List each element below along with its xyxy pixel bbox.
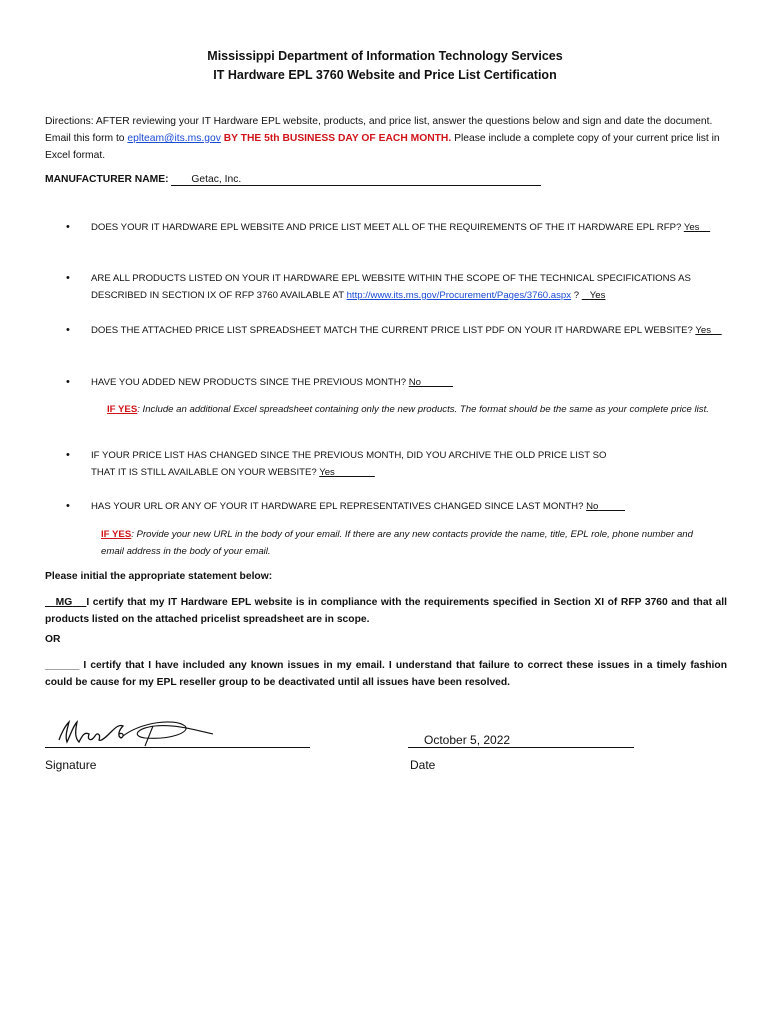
- form-title-line1: Mississippi Department of Information Technology Services: [207, 49, 563, 63]
- signature-line[interactable]: [45, 747, 310, 748]
- if-yes-label: IF YES: [107, 404, 138, 415]
- question-text: [91, 447, 621, 481]
- note-new-products-text: : Include an additional Excel spreadsheet containing only the new products. The format should be the same as your complete price list.: [137, 404, 709, 415]
- or-separator: OR: [45, 634, 61, 645]
- question-6-text: HAS YOUR URL OR ANY OF YOUR IT HARDWARE EPL REPRESENTATIVES CHANGED SINCE LAST MONTH?: [91, 501, 587, 512]
- manufacturer-label: MANUFACTURER NAME: [45, 174, 166, 185]
- question-2: [66, 270, 726, 304]
- question-1-answer[interactable]: Yes: [683, 222, 700, 233]
- question-text: [91, 498, 726, 515]
- initials-blank[interactable]: ______: [45, 660, 80, 671]
- bullet-icon: •: [66, 272, 70, 284]
- question-1: [66, 219, 726, 236]
- question-1-text: DOES YOUR IT HARDWARE EPL WEBSITE AND PRICE LIST MEET ALL OF THE REQUIREMENTS OF THE IT HARDWARE EPL RFP?: [91, 222, 684, 233]
- question-3-answer[interactable]: Yes: [695, 325, 711, 336]
- directions-text-b: Please include a complete copy of your current price list in Excel format.: [45, 133, 720, 161]
- question-3: [66, 322, 726, 339]
- question-6: [66, 498, 726, 515]
- question-text: [91, 219, 726, 236]
- question-2-answer[interactable]: Yes: [589, 290, 606, 301]
- question-text: [91, 374, 726, 391]
- initials-field[interactable]: [45, 597, 86, 608]
- if-yes-label: IF YES: [101, 529, 132, 540]
- question-4-text: HAVE YOU ADDED NEW PRODUCTS SINCE THE PREVIOUS MONTH?: [91, 377, 409, 388]
- bullet-icon: •: [66, 221, 70, 233]
- initials-value: MG: [55, 597, 73, 608]
- certification-heading: Please initial the appropriate statement below:: [45, 571, 273, 582]
- note-new-products: [107, 401, 717, 418]
- question-5-text: IF YOUR PRICE LIST HAS CHANGED SINCE THE PREVIOUS MONTH, DID YOU ARCHIVE THE OLD PRICE LIST SO THAT IT IS STILL AVAILABLE ON YOUR WEBSITE?: [91, 450, 607, 478]
- question-text: [91, 322, 726, 339]
- question-5: [66, 447, 726, 481]
- deadline-text: BY THE 5th BUSINESS DAY OF EACH MONTH.: [220, 133, 452, 144]
- manufacturer-field: [45, 174, 541, 186]
- signature-scribble: [45, 712, 310, 750]
- certification-statement-1: [45, 594, 727, 628]
- note-url-change-text: : Provide your new URL in the body of your email. If there are any new contacts provide the name, title, EPL role, phone number and email address in the body of your email.: [101, 529, 693, 557]
- question-3-text: DOES THE ATTACHED PRICE LIST SPREADSHEET MATCH THE CURRENT PRICE LIST PDF ON YOUR IT HARDWARE EPL WEBSITE?: [91, 325, 696, 336]
- email-link[interactable]: eplteam@its.ms.gov: [127, 133, 221, 144]
- date-label: Date: [410, 758, 436, 772]
- question-text: [91, 270, 726, 304]
- manufacturer-colon: :: [165, 174, 172, 185]
- signature-label: Signature: [45, 758, 97, 772]
- question-2-tail: ?: [571, 290, 582, 301]
- question-6-answer[interactable]: No: [586, 501, 599, 512]
- date-field[interactable]: [408, 733, 634, 748]
- question-2-text: ARE ALL PRODUCTS LISTED ON YOUR IT HARDWARE EPL WEBSITE WITHIN THE SCOPE OF THE TECHNICAL SPECIFICATIONS AS DESCRIBED IN SECTION IX OF RFP 3760 AVAILABLE AT: [91, 273, 691, 301]
- directions-paragraph: [45, 113, 735, 164]
- bullet-icon: •: [66, 500, 70, 512]
- bullet-icon: •: [66, 324, 70, 336]
- question-4-answer[interactable]: No: [408, 377, 421, 388]
- form-title-line2: IT Hardware EPL 3760 Website and Price List Certification: [213, 68, 557, 82]
- directions-text-a: Directions: AFTER reviewing your IT Hardware EPL website, products, and price list, answer the questions below and sign and date the document. Email this form to: [45, 116, 713, 144]
- bullet-icon: •: [66, 449, 70, 461]
- statement-1-text: I certify that my IT Hardware EPL website is in compliance with the requirements specified in Section XI of RFP 3760 and that all products listed on the attached pricelist spreadsheet are in scope.: [45, 597, 727, 625]
- question-4: [66, 374, 726, 391]
- question-5-answer[interactable]: Yes: [319, 467, 335, 478]
- certification-statement-2: [45, 657, 727, 691]
- bullet-icon: •: [66, 376, 70, 388]
- manufacturer-value[interactable]: Getac, Inc.: [171, 174, 541, 186]
- handwritten-signature: [45, 712, 310, 750]
- note-url-change: [101, 526, 711, 560]
- rfp-link[interactable]: http://www.its.ms.gov/Procurement/Pages/3760.aspx: [346, 290, 572, 301]
- date-value: October 5, 2022: [424, 733, 511, 747]
- statement-2-text: I certify that I have included any known issues in my email. I understand that failure to correct these issues in a timely fashion could be cause for my EPL reseller group to be deactivated until all issues have been resolved.: [45, 660, 727, 688]
